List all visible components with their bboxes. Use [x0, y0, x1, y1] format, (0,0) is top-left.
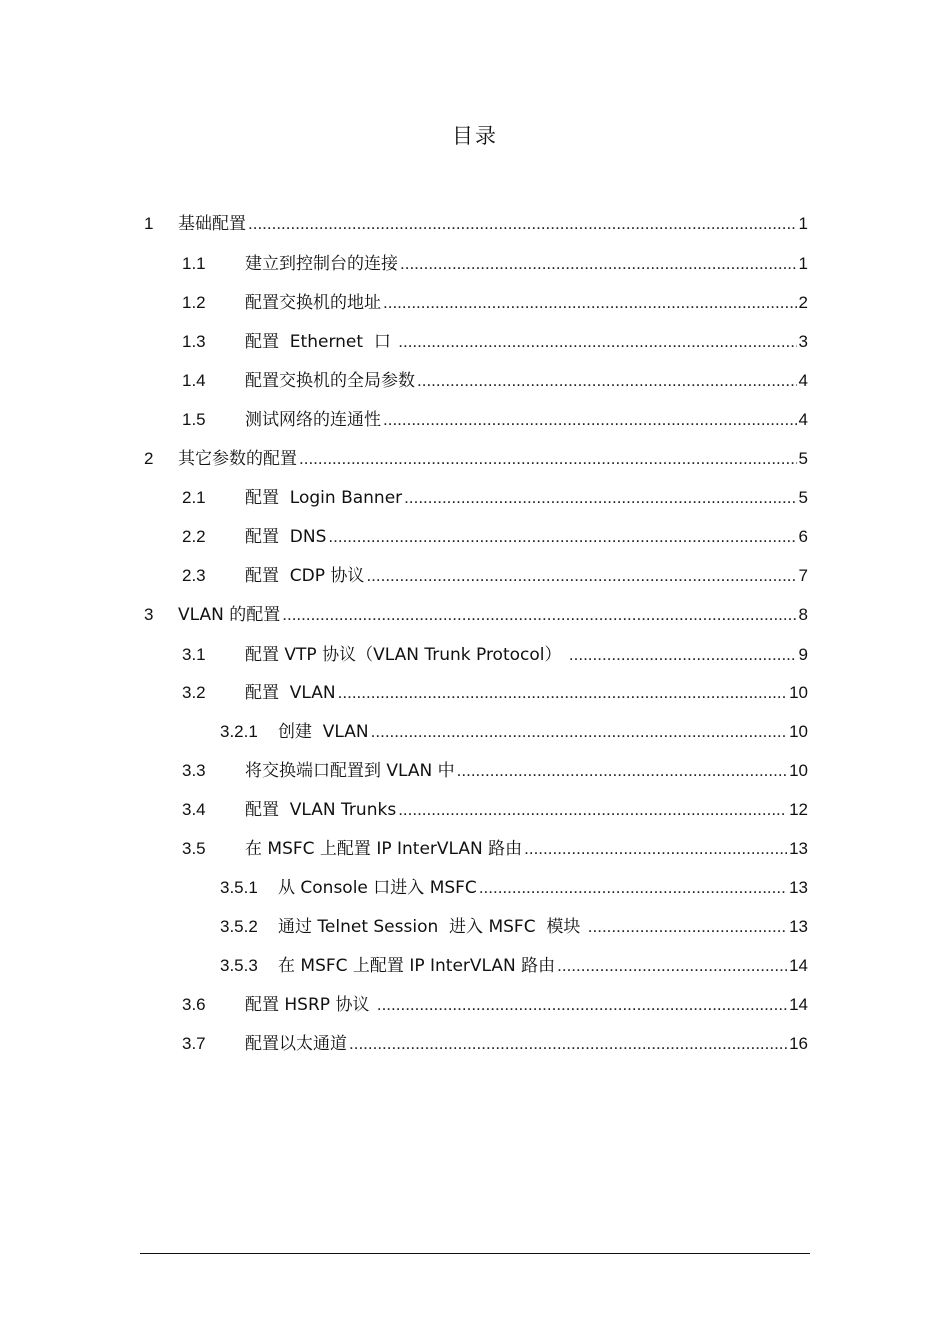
- toc-title: 在 MSFC 上配置 IP InterVLAN 路由: [245, 839, 523, 859]
- toc-title: 其它参数的配置: [178, 449, 297, 469]
- toc-entry-3-1[interactable]: [182, 642, 808, 668]
- toc-leader-dots: [377, 992, 787, 1018]
- toc-number: 3.1: [182, 645, 206, 664]
- toc-title: 配置 Login Banner: [245, 488, 403, 508]
- toc-number: 3.5.3: [220, 956, 258, 975]
- footer-divider: [140, 1253, 810, 1254]
- toc-entry-2[interactable]: [144, 446, 808, 472]
- toc-leader-dots: [328, 524, 796, 550]
- toc-title: 将交换端口配置到 VLAN 中: [245, 761, 455, 781]
- toc-title: 配置 Ethernet 口: [245, 332, 397, 352]
- toc-title: 配置交换机的地址: [245, 293, 381, 313]
- toc-leader-dots: [349, 1031, 787, 1057]
- toc-leader-dots: [417, 368, 797, 394]
- toc-entry-3-5-1[interactable]: [220, 875, 808, 901]
- toc-title: 在 MSFC 上配置 IP InterVLAN 路由: [278, 956, 556, 976]
- toc-leader-dots: [383, 407, 797, 433]
- toc-number: 2: [144, 449, 154, 468]
- toc-entry-3-5-3[interactable]: [220, 953, 808, 979]
- toc-page-number: 5: [798, 449, 808, 468]
- toc-number: 3: [144, 605, 154, 624]
- toc-page-number: 10: [789, 722, 808, 741]
- toc-title: 配置 VLAN Trunks: [245, 800, 397, 820]
- toc-leader-dots: [404, 485, 796, 511]
- toc-title: 配置 VTP 协议（VLAN Trunk Protocol）: [245, 645, 567, 665]
- toc-entry-1-3[interactable]: [182, 329, 808, 355]
- toc-page-number: 16: [789, 1034, 808, 1053]
- toc-leader-dots: [524, 836, 787, 862]
- toc-entry-3-5-2[interactable]: [220, 914, 808, 940]
- toc-number: 2.3: [182, 566, 206, 585]
- toc-leader-dots: [366, 563, 796, 589]
- toc-number: 2.1: [182, 488, 206, 507]
- toc-page-number: 10: [789, 683, 808, 702]
- toc-number: 3.5.1: [220, 878, 258, 897]
- toc-page-number: 14: [789, 956, 808, 975]
- toc-number: 3.2: [182, 683, 206, 702]
- toc-title: 配置 VLAN: [245, 683, 336, 703]
- toc-page-number: 13: [789, 917, 808, 936]
- toc-leader-dots: [400, 251, 797, 277]
- toc-page-number: 4: [798, 371, 808, 390]
- toc-leader-dots: [557, 953, 787, 979]
- toc-entry-1-2[interactable]: [182, 290, 808, 316]
- toc-entry-1-5[interactable]: [182, 407, 808, 433]
- toc-number: 3.3: [182, 761, 206, 780]
- toc-entry-2-1[interactable]: [182, 485, 808, 511]
- toc-title: 配置 HSRP 协议: [245, 995, 375, 1015]
- toc-number: 3.4: [182, 800, 206, 819]
- toc-page-number: 6: [798, 527, 808, 546]
- toc-entry-3-4[interactable]: [182, 797, 808, 823]
- toc-leader-dots: [383, 290, 797, 316]
- toc-entry-1-1[interactable]: [182, 251, 808, 277]
- toc-number: 2.2: [182, 527, 206, 546]
- toc-number: 3.5: [182, 839, 206, 858]
- toc-number: 3.7: [182, 1034, 206, 1053]
- toc-page-number: 8: [798, 605, 808, 624]
- toc-leader-dots: [338, 680, 787, 706]
- toc-entry-3-2[interactable]: [182, 680, 808, 706]
- toc-page-number: 3: [798, 332, 808, 351]
- toc-title: 通过 Telnet Session 进入 MSFC 模块: [278, 917, 586, 937]
- toc-entry-1[interactable]: [144, 211, 808, 237]
- toc-number: 1.5: [182, 410, 206, 429]
- toc-title: 创建 VLAN: [278, 722, 369, 742]
- toc-entry-2-3[interactable]: [182, 563, 808, 589]
- toc-title: 从 Console 口进入 MSFC: [278, 878, 477, 898]
- toc-page-number: 10: [789, 761, 808, 780]
- toc-entry-3-3[interactable]: [182, 758, 808, 784]
- toc-leader-dots: [588, 914, 787, 940]
- toc-entry-3-6[interactable]: [182, 992, 808, 1018]
- toc-page-number: 13: [789, 878, 808, 897]
- toc-title: 配置以太通道: [245, 1034, 347, 1054]
- toc-entry-3[interactable]: [144, 602, 808, 628]
- page-title: 目录: [452, 124, 498, 148]
- toc-title: VLAN 的配置: [178, 605, 281, 625]
- toc-page-number: 2: [798, 293, 808, 312]
- toc-leader-dots: [282, 602, 796, 628]
- toc-page-number: 13: [789, 839, 808, 858]
- toc-page-number: 1: [798, 254, 808, 273]
- toc-page-number: 12: [789, 800, 808, 819]
- toc-title: 配置交换机的全局参数: [245, 371, 415, 391]
- toc-entry-1-4[interactable]: [182, 368, 808, 394]
- toc-title: 建立到控制台的连接: [245, 254, 398, 274]
- toc-page-number: 9: [798, 645, 808, 664]
- toc-entry-3-7[interactable]: [182, 1031, 808, 1057]
- toc-leader-dots: [479, 875, 787, 901]
- toc-leader-dots: [248, 211, 797, 237]
- toc-leader-dots: [299, 446, 797, 472]
- toc-entry-3-2-1[interactable]: [220, 719, 808, 745]
- toc-number: 1.1: [182, 254, 206, 273]
- toc-number: 1.3: [182, 332, 206, 351]
- toc-page-number: 5: [798, 488, 808, 507]
- toc-number: 1.4: [182, 371, 206, 390]
- toc-leader-dots: [569, 642, 797, 668]
- toc-entry-3-5[interactable]: [182, 836, 808, 862]
- toc-page-number: 4: [798, 410, 808, 429]
- toc-page-number: 7: [798, 566, 808, 585]
- toc-number: 3.6: [182, 995, 206, 1014]
- toc-number: 1.2: [182, 293, 206, 312]
- toc-number: 1: [144, 214, 154, 233]
- toc-title: 配置 DNS: [245, 527, 327, 547]
- toc-title: 基础配置: [178, 214, 246, 234]
- toc-number: 3.5.2: [220, 917, 258, 936]
- toc-leader-dots: [398, 797, 787, 823]
- toc-entry-2-2[interactable]: [182, 524, 808, 550]
- toc-page-number: 1: [798, 214, 808, 233]
- toc-leader-dots: [371, 719, 787, 745]
- toc-title: 配置 CDP 协议: [245, 566, 365, 586]
- toc-page-number: 14: [789, 995, 808, 1014]
- toc-leader-dots: [398, 329, 796, 355]
- toc-title: 测试网络的连通性: [245, 410, 381, 430]
- toc-number: 3.2.1: [220, 722, 258, 741]
- toc-leader-dots: [457, 758, 787, 784]
